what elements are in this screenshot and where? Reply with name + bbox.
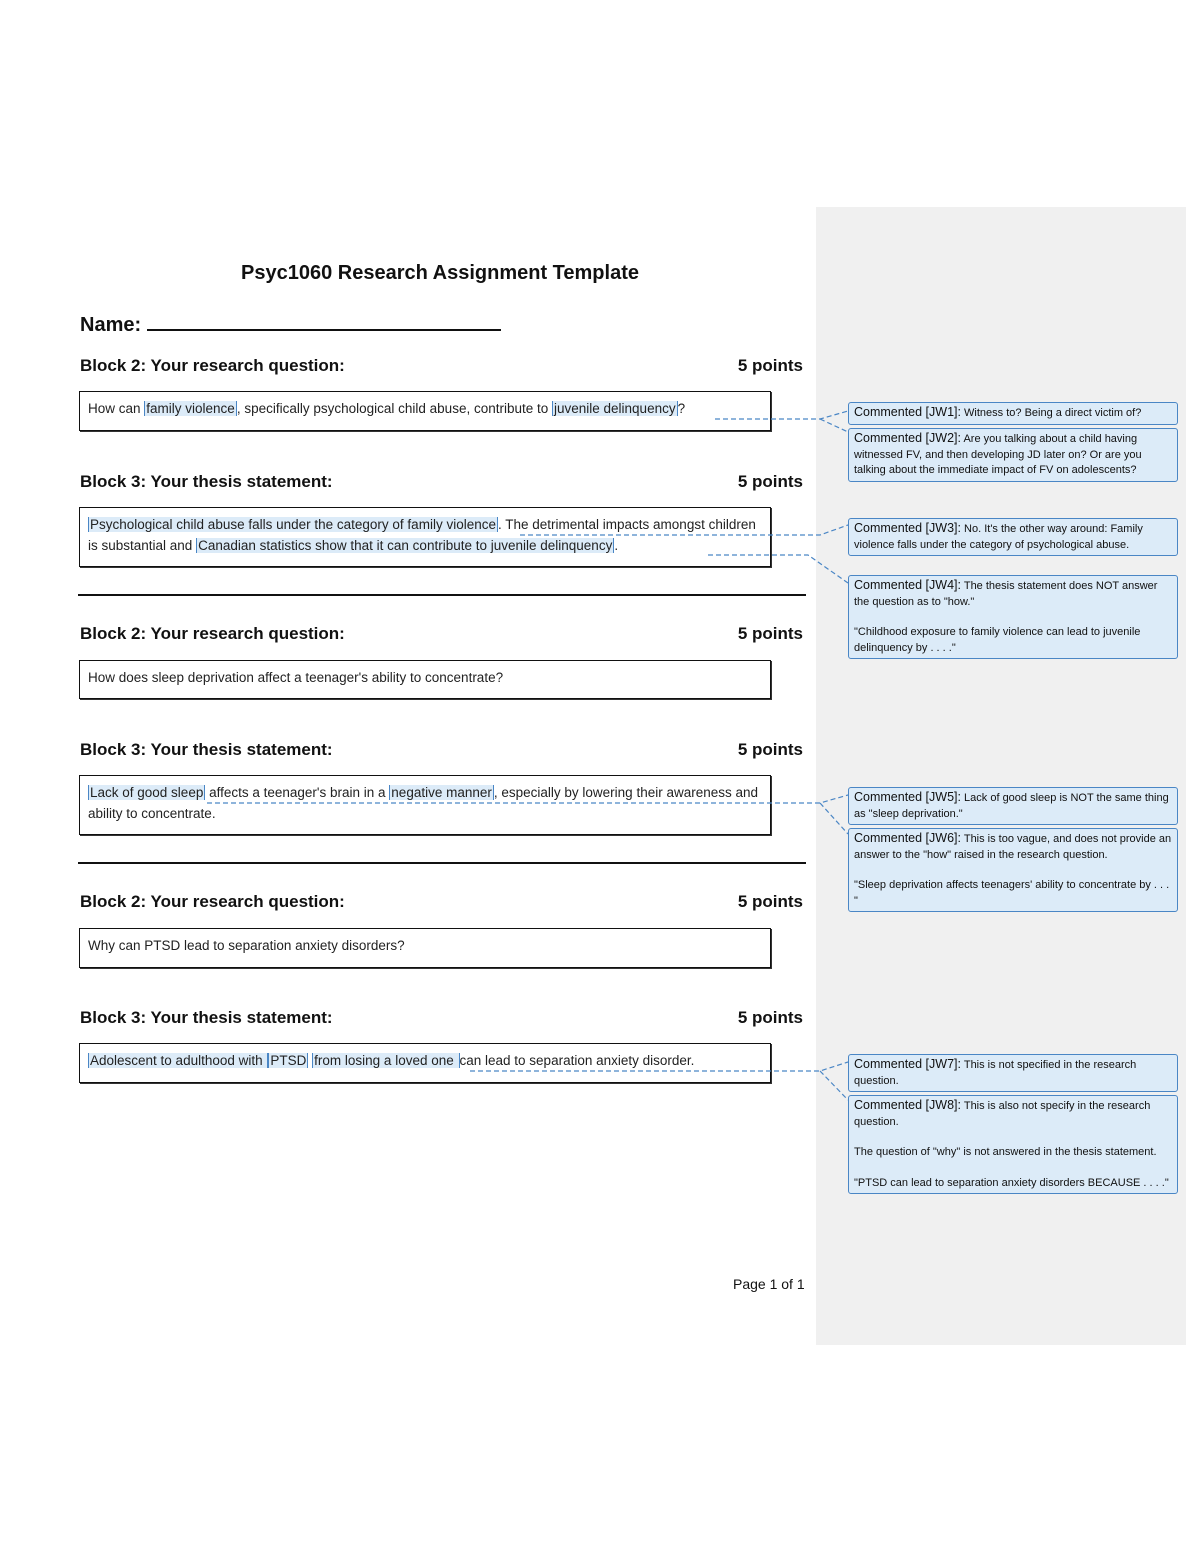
- text-run: How can: [88, 401, 145, 416]
- comment-text: No. It's the other way around: Family violence falls under the category of psychological abuse.: [854, 523, 1143, 551]
- comment-author-label: Commented [JW4]:: [854, 578, 961, 592]
- comment-text: "Sleep deprivation affects teenagers' ability to concentrate by . . . ": [854, 879, 1170, 907]
- commented-text[interactable]: PTSD: [270, 1053, 307, 1068]
- comment-balloon[interactable]: [848, 402, 1178, 425]
- comment-text: This is too vague, and does not provide an answer to the "how" raised in the research question.: [854, 833, 1172, 861]
- comment-author-label: Commented [JW8]:: [854, 1098, 961, 1112]
- question-label: Block 2: Your research question:: [80, 624, 345, 643]
- text-run: , especially by lowering their awareness and ability to concentrate.: [88, 785, 759, 821]
- points-label: 5 points: [737, 892, 803, 911]
- comment-text: The question of "why" is not answered in the thesis statement.: [854, 1146, 1157, 1158]
- thesis-label: Block 3: Your thesis statement:: [80, 472, 333, 491]
- page-number: Page 1 of 1: [733, 1276, 805, 1292]
- commented-text[interactable]: from losing a loved one: [314, 1053, 458, 1068]
- commented-text[interactable]: juvenile delinquency: [554, 401, 676, 416]
- points-label: 5 points: [737, 740, 803, 759]
- comment-balloon[interactable]: [848, 428, 1178, 482]
- text-run: , specifically psychological child abuse, contribute to: [236, 401, 552, 416]
- text-run: affects a teenager's brain in a: [205, 785, 390, 800]
- comment-text: "PTSD can lead to separation anxiety disorders BECAUSE . . . .": [854, 1176, 1169, 1189]
- commented-text[interactable]: family violence: [146, 401, 235, 416]
- connector-jw6: [820, 803, 848, 834]
- commented-text[interactable]: Adolescent to adulthood with: [90, 1053, 267, 1068]
- comment-balloon[interactable]: [848, 1054, 1178, 1092]
- document-title: Psyc1060 Research Assignment Template: [241, 262, 639, 284]
- comment-author-label: Commented [JW1]:: [854, 405, 961, 419]
- connector-jw1: [715, 411, 848, 419]
- comment-text: "Childhood exposure to family violence can lead to juvenile delinquency by . . . .": [854, 626, 1141, 654]
- comment-author-label: Commented [JW6]:: [854, 831, 961, 845]
- comment-text: This is also not specify in the research question.: [854, 1100, 1151, 1128]
- comment-text: The thesis statement does NOT answer the question as to "how.": [854, 580, 1158, 608]
- comment-author-label: Commented [JW5]:: [854, 790, 961, 804]
- comment-text: Lack of good sleep is NOT the same thing as "sleep deprivation.": [854, 792, 1169, 820]
- question-label: Block 2: Your research question:: [80, 892, 345, 911]
- comment-balloon[interactable]: [848, 575, 1178, 659]
- connector-jw4: [708, 555, 848, 583]
- text-run: .: [614, 538, 619, 553]
- comment-author-label: Commented [JW2]:: [854, 431, 961, 445]
- connector-jw5: [207, 795, 848, 803]
- points-label: 5 points: [737, 624, 803, 643]
- comment-text: This is not specified in the research question.: [854, 1059, 1137, 1087]
- comment-balloon[interactable]: [848, 518, 1178, 556]
- name-label: Name:: [80, 314, 142, 336]
- commented-text[interactable]: negative manner: [391, 785, 492, 800]
- thesis-label: Block 3: Your thesis statement:: [80, 1008, 333, 1027]
- commented-text[interactable]: Psychological child abuse falls under the category of family violence: [90, 517, 496, 532]
- text-run: ?: [677, 401, 686, 416]
- points-label: 5 points: [737, 472, 803, 491]
- commented-text[interactable]: Lack of good sleep: [90, 785, 204, 800]
- comment-text: Witness to? Being a direct victim of?: [964, 407, 1142, 419]
- connector-jw7: [470, 1062, 848, 1071]
- connector-jw8: [820, 1071, 848, 1100]
- commented-text[interactable]: Canadian statistics show that it can contribute to juvenile delinquency: [198, 538, 613, 553]
- connector-jw2: [820, 419, 848, 432]
- points-label: 5 points: [737, 356, 803, 375]
- comment-balloon[interactable]: [848, 1095, 1178, 1194]
- points-label: 5 points: [737, 1008, 803, 1027]
- question-label: Block 2: Your research question:: [80, 356, 345, 375]
- comment-balloon[interactable]: [848, 787, 1178, 825]
- comment-author-label: Commented [JW3]:: [854, 521, 961, 535]
- text-run: . The detrimental impacts amongst children is substantial and: [88, 517, 756, 553]
- comment-text: Are you talking about a child having witnessed FV, and then developing JD later on? Or are you talking about the immediate impact of FV on adolescents?: [854, 433, 1142, 476]
- comment-balloon[interactable]: [848, 828, 1178, 912]
- text-run: How does sleep deprivation affect a teenager's ability to concentrate?: [88, 670, 504, 685]
- comment-author-label: Commented [JW7]:: [854, 1057, 961, 1071]
- connector-jw3: [520, 525, 848, 535]
- thesis-label: Block 3: Your thesis statement:: [80, 740, 333, 759]
- text-run: can lead to separation anxiety disorder.: [459, 1053, 695, 1068]
- text-run: Why can PTSD lead to separation anxiety disorders?: [88, 938, 405, 953]
